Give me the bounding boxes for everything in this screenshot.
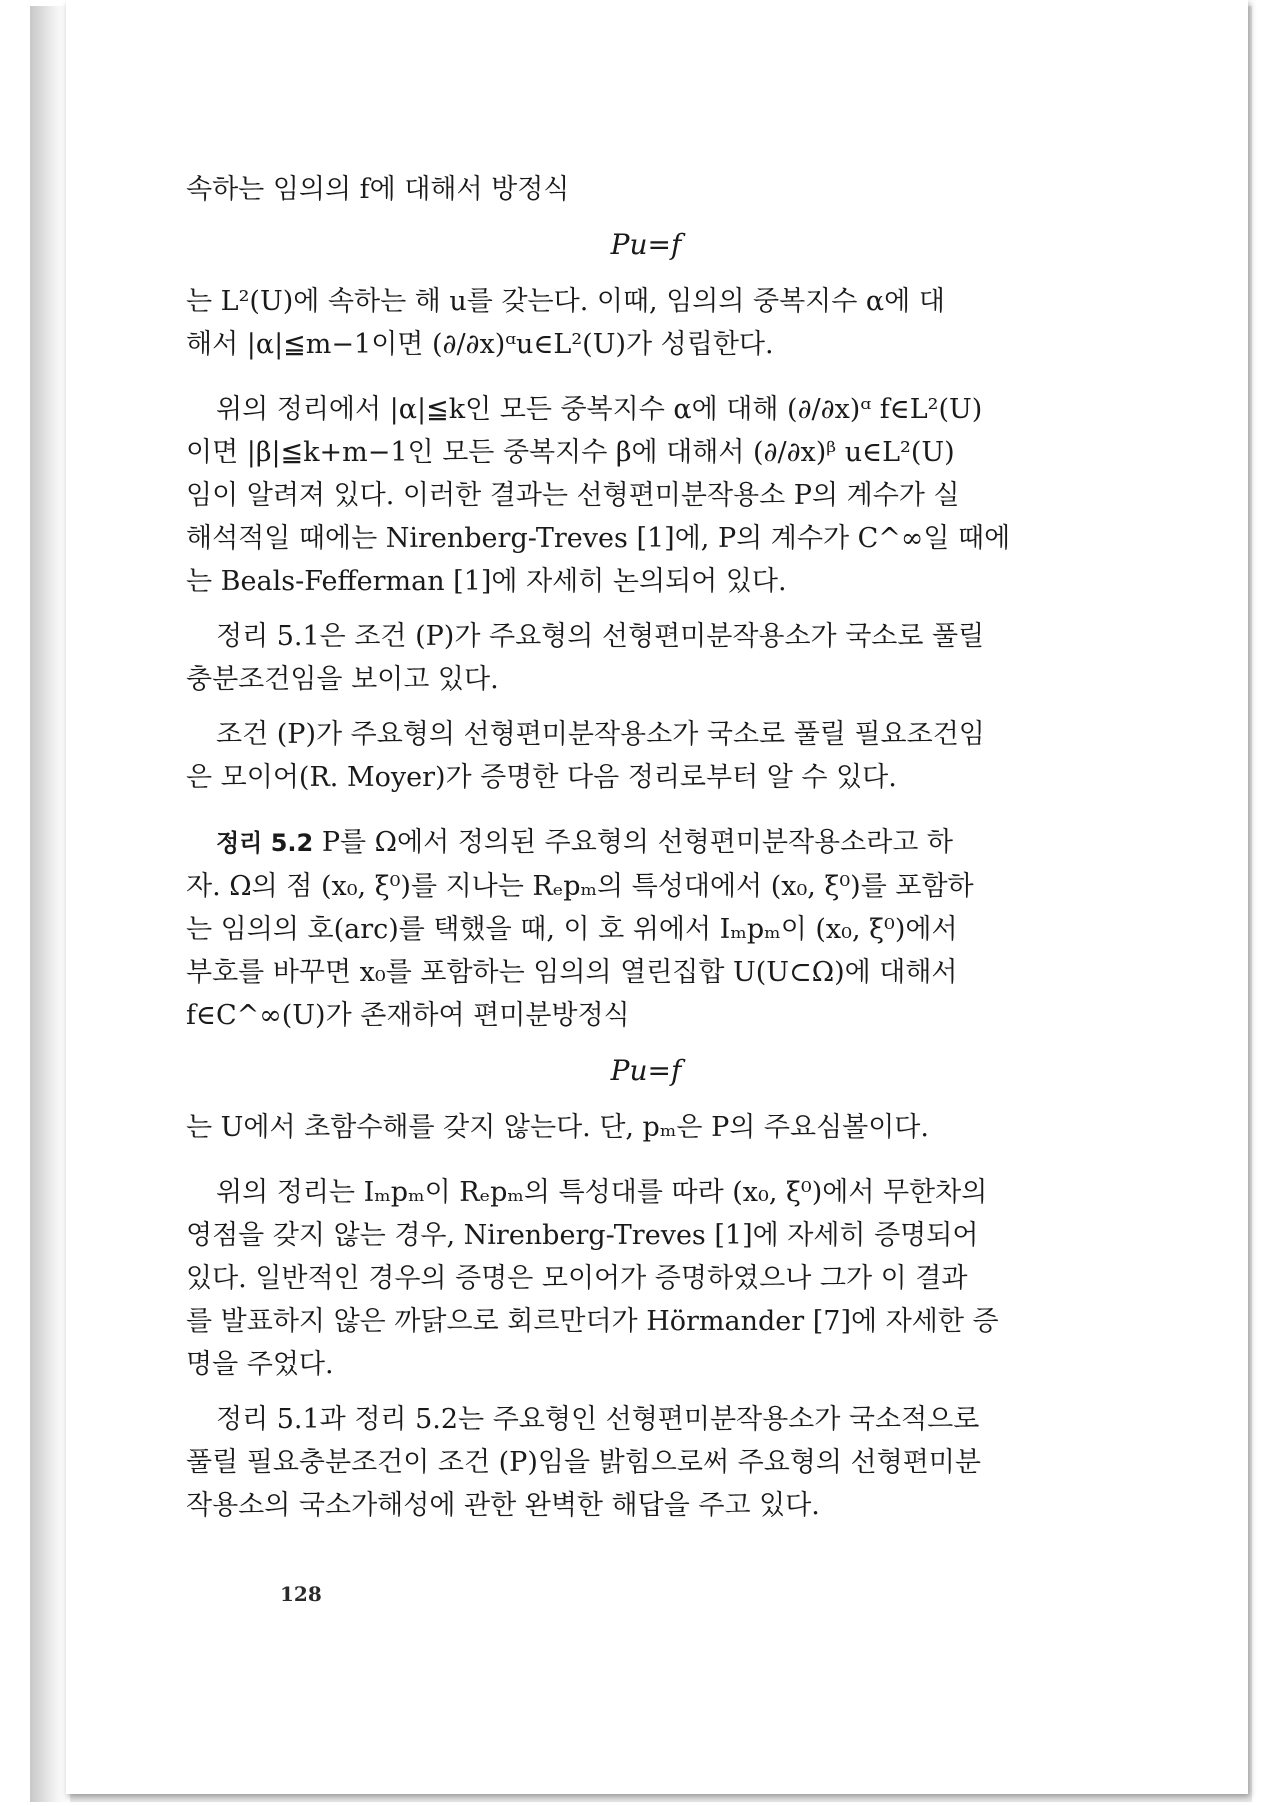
text-line: 조건 (P)가 주요형의 선형편미분작용소가 국소로 풀릴 필요조건임 bbox=[216, 719, 985, 750]
page-body bbox=[186, 168, 1106, 1527]
text-line: 속하는 임의의 f에 대해서 방정식 bbox=[186, 174, 570, 205]
text-line: 있다. 일반적인 경우의 증명은 모이어가 증명하였으나 그가 이 결과 bbox=[186, 1263, 968, 1294]
text-line: P를 Ω에서 정의된 주요형의 선형편미분작용소라고 하 bbox=[313, 827, 954, 858]
text-line: 해서 |α|≦m−1이면 (∂/∂x)ᵅu∈L²(U)가 성립한다. bbox=[186, 329, 774, 360]
text-line: 충분조건임을 보이고 있다. bbox=[186, 664, 499, 695]
text-line: 풀릴 필요충분조건이 조건 (P)임을 밝힘으로써 주요형의 선형편미분 bbox=[186, 1447, 981, 1478]
text-line: 를 발표하지 않은 까닭으로 회르만더가 Hörmander [7]에 자세한 증 bbox=[186, 1306, 999, 1337]
text-line: 작용소의 국소가해성에 관한 완벽한 해답을 주고 있다. bbox=[186, 1490, 820, 1521]
text-line: 정리 5.1은 조건 (P)가 주요형의 선형편미분작용소가 국소로 풀릴 bbox=[216, 621, 985, 652]
text-line: 자. Ω의 점 (x₀, ξ⁰)를 지나는 Rₑpₘ의 특성대에서 (x₀, ξ⁰)를 포함하 bbox=[186, 871, 974, 902]
text-line: 정리 5.1과 정리 5.2는 주요형인 선형편미분작용소가 국소적으로 bbox=[216, 1404, 980, 1435]
text-line: 위의 정리는 Iₘpₘ이 Rₑpₘ의 특성대를 따라 (x₀, ξ⁰)에서 무한차의 bbox=[216, 1177, 988, 1208]
page-number: 128 bbox=[280, 1582, 322, 1606]
theorem-first-line bbox=[186, 821, 1106, 865]
page-spine bbox=[30, 6, 70, 1802]
text-line: 이면 |β|≦k+m−1인 모든 중복지수 β에 대해서 (∂/∂x)ᵝ u∈L²(U) bbox=[186, 437, 955, 468]
text-line: 위의 정리에서 |α|≦k인 모든 중복지수 α에 대해 (∂/∂x)ᵅ f∈L²(U) bbox=[216, 394, 983, 425]
text-line: 는 Beals-Fefferman [1]에 자세히 논의되어 있다. bbox=[186, 566, 787, 597]
equation: Pu=f bbox=[610, 1054, 682, 1087]
text-line: 는 U에서 초함수해를 갖지 않는다. 단, pₘ은 P의 주요심볼이다. bbox=[186, 1112, 929, 1143]
equation: Pu=f bbox=[610, 228, 682, 261]
text-line: 은 모이어(R. Moyer)가 증명한 다음 정리로부터 알 수 있다. bbox=[186, 762, 897, 793]
text-line: 는 L²(U)에 속하는 해 u를 갖는다. 이때, 임의의 중복지수 α에 대 bbox=[186, 286, 945, 317]
text-line: f∈C^∞(U)가 존재하여 편미분방정식 bbox=[186, 1000, 630, 1031]
text-line: 임이 알려져 있다. 이러한 결과는 선형편미분작용소 P의 계수가 실 bbox=[186, 480, 960, 511]
text-line: 는 임의의 호(arc)를 택했을 때, 이 호 위에서 Iₘpₘ이 (x₀, ξ⁰)에서 bbox=[186, 914, 958, 945]
text-line: 해석적일 때에는 Nirenberg-Treves [1]에, P의 계수가 C^∞일 때에 bbox=[186, 523, 1011, 554]
text-line: 부호를 바꾸면 x₀를 포함하는 임의의 열린집합 U(U⊂Ω)에 대해서 bbox=[186, 957, 958, 988]
text-line: 영점을 갖지 않는 경우, Nirenberg-Treves [1]에 자세히 증명되어 bbox=[186, 1220, 979, 1251]
text-line: 명을 주었다. bbox=[186, 1349, 334, 1380]
theorem-label: 정리 5.2 bbox=[216, 829, 314, 857]
